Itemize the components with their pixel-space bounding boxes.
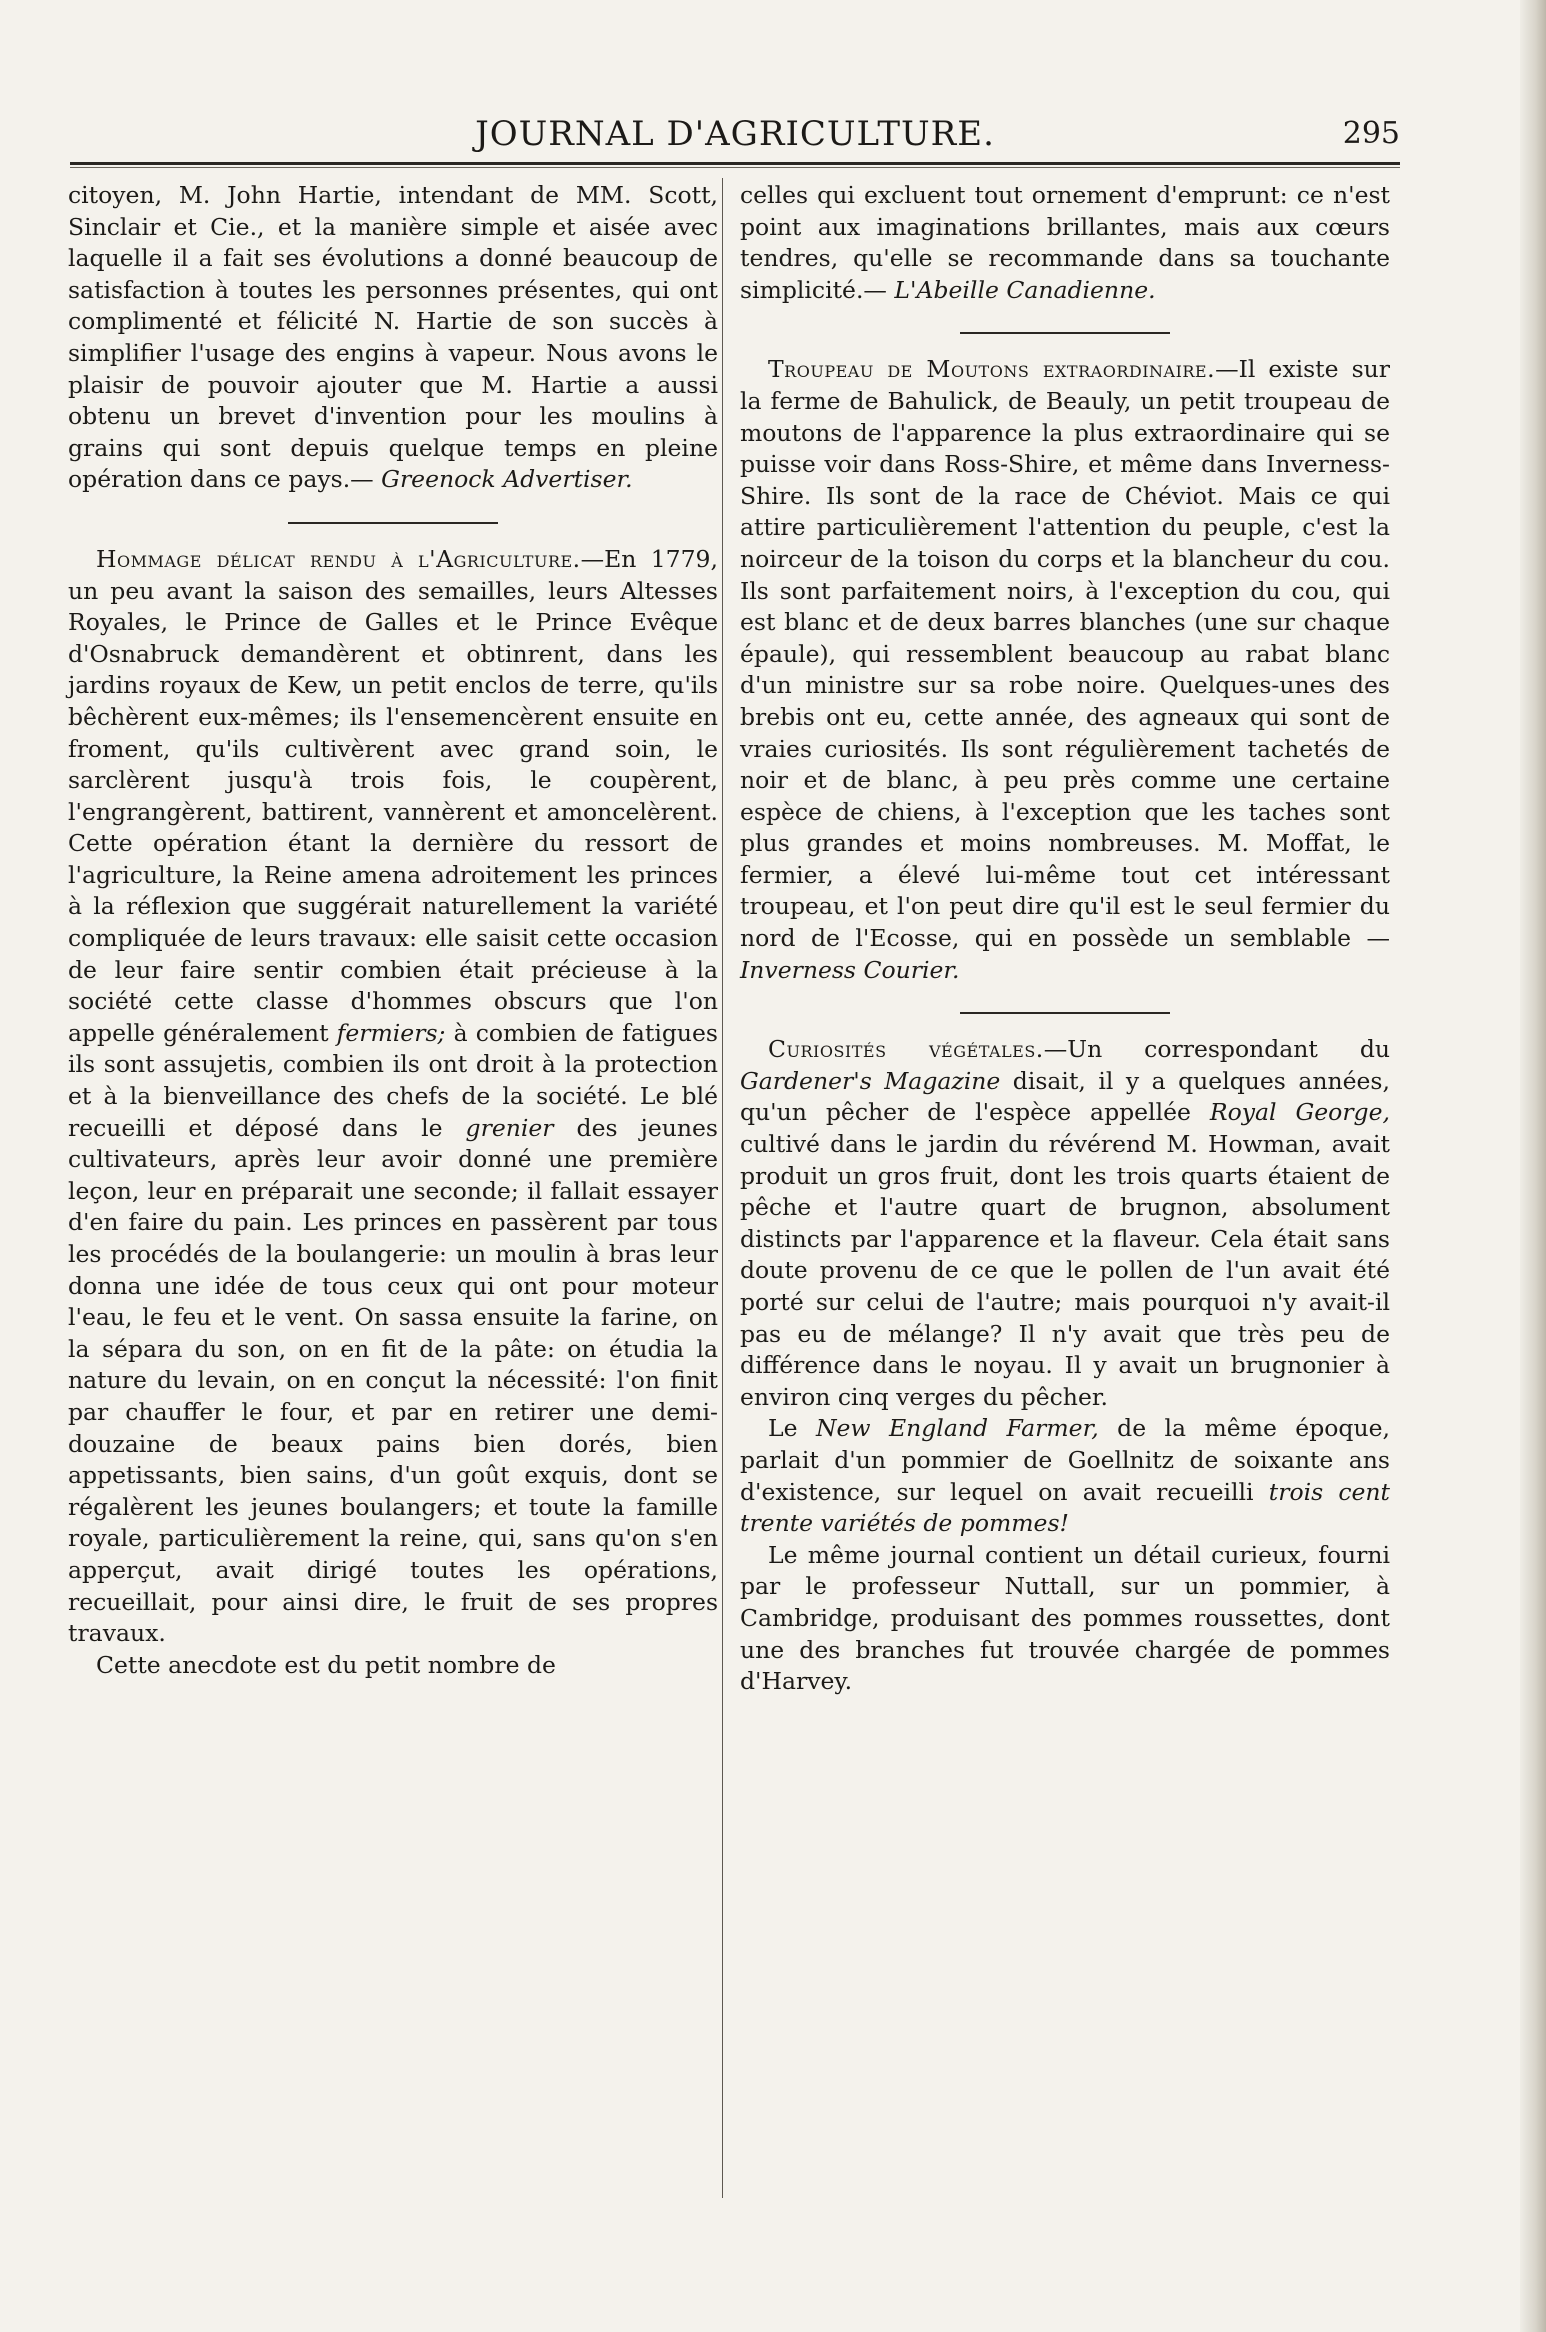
header-rule-thin	[70, 167, 1400, 168]
article-italic: Gardener's Magazine	[740, 1066, 1001, 1095]
article-continuation	[68, 180, 718, 496]
article-text: —Un correspondant du	[1043, 1035, 1391, 1064]
article-source: L'Abeille Canadienne.	[894, 275, 1156, 304]
article-separator	[288, 522, 498, 524]
article-curiosites	[740, 1034, 1390, 1413]
journal-title: JOURNAL D'AGRICULTURE.	[475, 114, 995, 154]
article-heading: Troupeau de Moutons extraordinaire.	[768, 355, 1216, 384]
article-separator	[960, 332, 1170, 334]
article-italic: fermiers;	[336, 1018, 446, 1047]
article-continuation	[740, 180, 1390, 306]
article-separator	[960, 1012, 1170, 1014]
article-text: de la même époque, parlait d'un pommier de Goellnitz de soixante ans d'existence, sur lequel on avait recueilli	[740, 1414, 1390, 1506]
article-text: à combien de fatigues ils sont assujetis, combien ils ont droit à la protection et à la bienveillance des chefs de la société. Le blé recueilli et déposé dans le	[68, 1018, 718, 1142]
left-column	[68, 180, 718, 2190]
article-paragraph	[740, 1413, 1390, 1539]
article-text: des jeunes cultivateurs, après leur avoir donné une première leçon, leur en préparait une seconde; il fallait essayer d'en faire du pain. Les princes en passèrent par tous les procédés de la boulangerie: un moulin à bras leur donna une idée de tous ceux qui ont pour moteur l'eau, le feu et le vent. On sassa ensuite la farine, on la sépara du son, on en fit de la pâte: on étudia la nature du levain, on en conçut la nécessité: l'on finit par chauffer le four, et par en retirer une demi-douzaine de beaux pains bien dorés, bien appetissants, bien sains, d'un goût exquis, dont se régalèrent les jeunes boulangers; et toute la famille royale, particulièrement la reine, qui, sans qu'on s'en apperçut, avait dirigé toutes les opérations, recueillait, pour ainsi dire, le fruit de ses propres travaux.	[68, 1113, 718, 1648]
article-heading: Hommage délicat rendu à l'Agriculture.	[96, 544, 581, 573]
article-text: celles qui excluent tout ornement d'emprunt: ce n'est point aux imaginations brillantes, mais aux cœurs tendres, qu'elle se recommande dans sa touchante simplicité.—	[740, 181, 1390, 304]
article-text: citoyen, M. John Hartie, intendant de MM. Scott, Sinclair et Cie., et la manière simple et aisée avec laquelle il a fait ses évolutions a donné beaucoup de satisfaction à toutes les personnes présentes, qui ont complimenté et félicité N. Hartie de son succès à simplifier l'usage des engins à vapeur. Nous avons le plaisir de pouvoir ajouter que M. Hartie a aussi obtenu un brevet d'invention pour les moulins à grains qui sont depuis quelque temps en pleine opération dans ce pays.—	[68, 181, 718, 494]
article-troupeau	[740, 354, 1390, 986]
article-paragraph	[740, 1540, 1390, 1698]
article-hommage	[68, 544, 718, 1650]
article-heading: Curiosités végétales.	[768, 1035, 1044, 1064]
header-rule	[70, 162, 1400, 165]
article-text: Cette anecdote est du petit nombre de	[96, 1650, 556, 1679]
article-italic: grenier	[465, 1113, 554, 1142]
article-text: —Il existe sur la ferme de Bahulick, de Beauly, un petit troupeau de moutons de l'apparence la plus extraordinaire qui se puisse voir dans Ross-Shire, et même dans Inverness-Shire. Ils sont de la race de Chéviot. Mais ce qui attire particulièrement l'attention du peuple, c'est la noirceur de la toison du corps et la blancheur du cou. Ils sont parfaitement noirs, à l'exception du cou, qui est blanc et de deux barres blanches (une sur chaque épaule), qui ressemblent beaucoup au rabat blanc d'un ministre sur sa robe noire. Quelques-unes des brebis ont eu, cette année, des agneaux qui sont de vraies curiosités. Ils sont régulièrement tachetés de noir et de blanc, à peu près comme une certaine espèce de chiens, à l'exception que les taches sont plus grandes et moins nombreuses. M. Moffat, le fermier, a élevé lui-même tout cet intéressant troupeau, et l'on peut dire qu'il est le seul fermier du nord de l'Ecosse, qui en possède un semblable —	[740, 355, 1390, 953]
article-paragraph	[68, 1650, 718, 1682]
article-source: Inverness Courier.	[740, 955, 960, 984]
article-text: Le	[768, 1414, 798, 1443]
article-text: —En 1779, un peu avant la saison des semailles, leurs Altesses Royales, le Prince de Galles et le Prince Evêque d'Osnabruck demandèrent et obtinrent, dans les jardins royaux de Kew, un petit enclos de terre, qu'ils bêchèrent eux-mêmes; ils l'ensemencèrent ensuite en froment, qu'ils cultivèrent avec grand soin, le sarclèrent jusqu'à trois fois, le coupèrent, l'engrangèrent, battirent, vannèrent et amoncelèrent. Cette opération étant la dernière du ressort de l'agriculture, la Reine amena adroitement les princes à la réflexion que suggérait naturellement la variété compliquée de leurs travaux: elle saisit cette occasion de leur faire sentir combien était précieuse à la société cette classe d'hommes obscurs que l'on appelle généralement	[68, 544, 718, 1047]
column-divider	[722, 178, 723, 2198]
article-italic: trois cent trente variétés de pommes!	[740, 1477, 1390, 1538]
page-header	[70, 110, 1400, 160]
article-italic: Royal George,	[1209, 1098, 1390, 1127]
right-column	[740, 180, 1390, 2190]
article-italic: New England Farmer,	[815, 1414, 1099, 1443]
article-source: Greenock Advertiser.	[381, 465, 633, 494]
page-edge	[1520, 0, 1546, 2332]
article-text: Le même journal contient un détail curieux, fourni par le professeur Nuttall, sur un pommier, à Cambridge, produisant des pommes roussettes, dont une des branches fut trouvée chargée de pommes d'Harvey.	[740, 1540, 1390, 1696]
article-text: disait, il y a quelques années, qu'un pêcher de l'espèce appellée	[740, 1066, 1390, 1127]
page-number: 295	[1342, 116, 1400, 151]
article-text: cultivé dans le jardin du révérend M. Howman, avait produit un gros fruit, dont les trois quarts étaient de pêche et l'autre quart de brugnon, absolument distincts par l'apparence et la flaveur. Cela était sans doute provenu de ce que le pollen de l'un avait été porté sur celui de l'autre; mais pourquoi n'y avait-il pas eu de mélange? Il n'y avait que très peu de différence dans le noyau. Il y avait un brugnonier à environ cinq verges du pêcher.	[740, 1130, 1390, 1411]
